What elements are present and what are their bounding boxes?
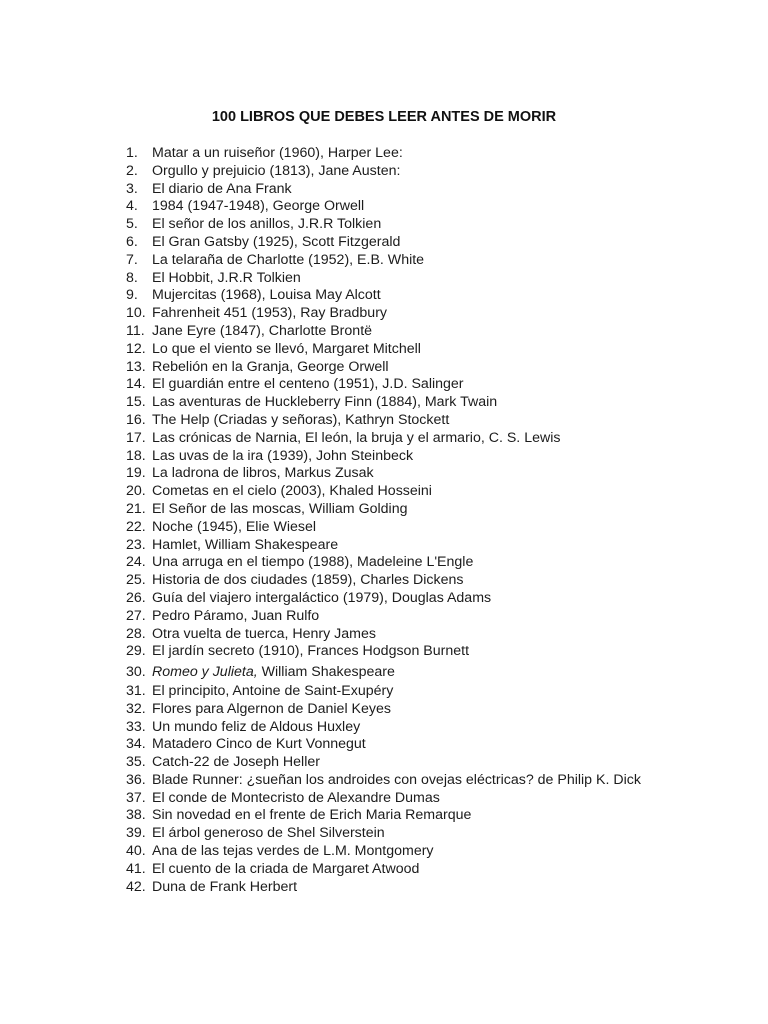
list-item (126, 430, 666, 448)
list-item (126, 664, 666, 682)
list-item-number: 9. (126, 287, 138, 304)
list-item-text: Las uvas de la ira (1939), John Steinbeck (152, 447, 414, 464)
list-item (126, 198, 666, 216)
list-item-text: Orgullo y prejuicio (1813), Jane Austen: (152, 162, 401, 179)
list-item (126, 394, 666, 412)
list-item (126, 736, 666, 754)
list-item-text: El cuento de la criada de Margaret Atwood (152, 860, 420, 877)
list-item (126, 163, 666, 181)
list-item-text: Lo que el viento se llevó, Margaret Mitchell (152, 340, 421, 357)
list-item (126, 537, 666, 555)
list-item-number: 19. (126, 465, 146, 482)
list-item-number: 10. (126, 305, 146, 322)
list-item (126, 701, 666, 719)
list-item-text: El señor de los anillos, J.R.R Tolkien (152, 216, 382, 233)
list-item-number: 35. (126, 754, 146, 771)
list-item-text: El principito, Antoine de Saint-Exupéry (152, 682, 394, 699)
list-item-text: Un mundo feliz de Aldous Huxley (152, 718, 361, 735)
list-item-number: 24. (126, 554, 146, 571)
list-item-number: 1. (126, 145, 138, 161)
list-item-number: 21. (126, 500, 146, 517)
list-item-text: Otra vuelta de tuerca, Henry James (152, 625, 376, 642)
list-item-text: La telaraña de Charlotte (1952), E.B. White (152, 251, 425, 268)
list-item-number: 42. (126, 878, 146, 895)
list-item-text: El guardián entre el centeno (1951), J.D. Salinger (152, 376, 464, 393)
list-item (126, 270, 666, 288)
list-item-number: 2. (126, 162, 138, 179)
list-item-number: 41. (126, 860, 146, 877)
list-item-number: 15. (126, 394, 146, 411)
list-item-number: 30. (126, 664, 146, 681)
list-item (126, 861, 666, 879)
list-item (126, 287, 666, 305)
list-item-number: 8. (126, 269, 138, 286)
list-item-text: El Gran Gatsby (1925), Scott Fitzgerald (152, 233, 401, 250)
list-item-text: Las crónicas de Narnia, El león, la bruja y el armario, C. S. Lewis (152, 429, 561, 446)
list-item-text: Las aventuras de Huckleberry Finn (1884), Mark Twain (152, 394, 498, 411)
list-item-number: 40. (126, 843, 146, 860)
list-item (126, 145, 666, 163)
list-item-text: Fahrenheit 451 (1953), Ray Bradbury (152, 305, 388, 322)
list-item-number: 6. (126, 233, 138, 250)
list-item-number: 29. (126, 643, 146, 660)
list-item-text: El Hobbit, J.R.R Tolkien (152, 269, 301, 286)
list-item-number: 3. (126, 180, 138, 197)
list-item-text: Pedro Páramo, Juan Rulfo (152, 607, 320, 624)
list-item-number: 31. (126, 682, 146, 699)
list-item-text: The Help (Criadas y señoras), Kathryn Stockett (152, 411, 450, 428)
list-item-text: La ladrona de libros, Markus Zusak (152, 465, 374, 482)
list-item (126, 252, 666, 270)
list-item-number: 37. (126, 789, 146, 806)
list-item (126, 626, 666, 644)
list-item-number: 39. (126, 825, 146, 842)
list-item-text: Jane Eyre (1847), Charlotte Brontë (152, 322, 373, 339)
list-item-number: 17. (126, 429, 146, 446)
list-item (126, 554, 666, 572)
list-item-text: Flores para Algernon de Daniel Keyes (152, 700, 391, 717)
list-item-text: El Señor de las moscas, William Golding (152, 500, 408, 517)
list-item-text: Noche (1945), Elie Wiesel (152, 518, 317, 535)
list-item-text: Catch-22 de Joseph Heller (152, 754, 320, 771)
list-item (126, 572, 666, 590)
list-item-text: Matar a un ruiseñor (1960), Harper Lee: (152, 145, 403, 161)
list-item-text: Una arruga en el tiempo (1988), Madeleine L'Engle (152, 554, 474, 571)
list-item-text: Cometas en el cielo (2003), Khaled Hosseini (152, 483, 432, 500)
list-item (126, 825, 666, 843)
list-item (126, 465, 666, 483)
list-item (126, 879, 666, 897)
list-item-number: 12. (126, 340, 146, 357)
list-item-number: 5. (126, 216, 138, 233)
list-item-text: Guía del viajero intergaláctico (1979), Douglas Adams (152, 589, 492, 606)
list-item-text: Blade Runner: ¿sueñan los androides con ovejas eléctricas? de Philip K. Dick (152, 771, 641, 788)
list-item (126, 341, 666, 359)
list-item (126, 483, 666, 501)
list-item (126, 234, 666, 252)
list-item-text: Ana de las tejas verdes de L.M. Montgomery (152, 843, 434, 860)
list-item-text: El conde de Montecristo de Alexandre Dumas (152, 789, 440, 806)
list-item (126, 807, 666, 825)
list-item-number: 16. (126, 411, 146, 428)
list-item-text: El árbol generoso de Shel Silverstein (152, 825, 385, 842)
list-item-number: 11. (126, 322, 145, 339)
list-item-text: Hamlet, William Shakespeare (152, 536, 339, 553)
list-item (126, 501, 666, 519)
list-item (126, 683, 666, 701)
list-item-text (152, 664, 666, 682)
list-item (126, 376, 666, 394)
list-item (126, 719, 666, 737)
list-item-text: Mujercitas (1968), Louisa May Alcott (152, 287, 381, 304)
list-item-text: Matadero Cinco de Kurt Vonnegut (152, 736, 366, 753)
list-item-number: 25. (126, 572, 146, 589)
list-item (126, 412, 666, 430)
list-item-italic-title: Romeo y Julieta, (152, 664, 258, 681)
list-item-text: El jardín secreto (1910), Frances Hodgson Burnett (152, 643, 470, 660)
list-item-text: Rebelión en la Granja, George Orwell (152, 358, 389, 375)
list-item-number: 13. (126, 358, 146, 375)
list-item-number: 27. (126, 607, 146, 624)
list-item-number: 20. (126, 483, 146, 500)
list-item (126, 323, 666, 341)
list-item (126, 754, 666, 772)
list-item (126, 643, 666, 661)
list-item-number: 22. (126, 518, 146, 535)
list-item-number: 33. (126, 718, 146, 735)
list-item-number: 36. (126, 771, 146, 788)
list-item-text: El diario de Ana Frank (152, 180, 292, 197)
list-item-number: 32. (126, 700, 146, 717)
list-item (126, 843, 666, 861)
book-list (126, 145, 666, 896)
list-item-number: 34. (126, 736, 146, 753)
list-item-text: Historia de dos ciudades (1859), Charles Dickens (152, 572, 464, 589)
list-item-number: 26. (126, 589, 146, 606)
list-item (126, 216, 666, 234)
list-item-text: Duna de Frank Herbert (152, 878, 298, 895)
list-item-number: 18. (126, 447, 146, 464)
list-item (126, 772, 666, 790)
list-item (126, 519, 666, 537)
list-item-number: 7. (126, 251, 138, 268)
list-item (126, 181, 666, 199)
list-item-number: 4. (126, 198, 138, 215)
list-item (126, 608, 666, 626)
list-item-number: 14. (126, 376, 146, 393)
list-item (126, 359, 666, 377)
list-item-text: Sin novedad en el frente de Erich Maria Remarque (152, 807, 472, 824)
list-item-author: William Shakespeare (257, 664, 395, 681)
list-item-number: 38. (126, 807, 146, 824)
list-item (126, 790, 666, 808)
list-item-text: 1984 (1947-1948), George Orwell (152, 198, 365, 215)
list-item-number: 28. (126, 625, 146, 642)
list-item (126, 590, 666, 608)
list-item-number: 23. (126, 536, 146, 553)
list-item (126, 305, 666, 323)
list-item (126, 448, 666, 466)
page-title: 100 LIBROS QUE DEBES LEER ANTES DE MORIR (211, 109, 557, 125)
